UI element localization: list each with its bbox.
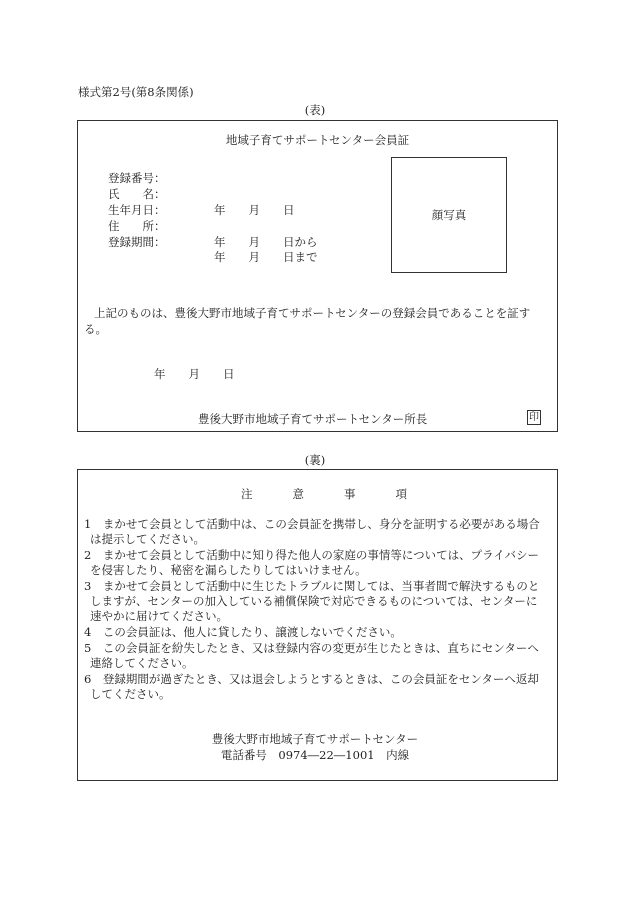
note-2-line1: 2 まかせて会員として活動中に知り得た他人の家庭の事情等については、プライバシー (84, 548, 540, 562)
field-value-period-start: 年 月 日から (214, 235, 318, 249)
issuer: 豊後大野市地域子育てサポートセンター所長 (198, 412, 428, 426)
note-5-line1: 5 この会員証を紛失したとき、又は登録内容の変更が生じたときは、直ちにセンターへ (84, 641, 539, 655)
field-label-period: 登録期間： (108, 235, 166, 249)
front-card (77, 120, 558, 432)
card-title: 地域子育てサポートセンター会員証 (225, 133, 410, 147)
notes-title-char: 事 (344, 487, 356, 501)
note-5-line2: 連絡してください。 (90, 656, 194, 670)
phone-number: 電話番号 0974―22―1001 内線 (220, 748, 410, 762)
notes-title (241, 486, 407, 502)
seal-mark: 印 (529, 412, 539, 423)
notes-title-char: 意 (292, 487, 304, 501)
note-2-line2: を侵害したり、秘密を漏らしたりしてはいけません。 (90, 563, 367, 577)
note-3-line3: 速やかに届けてください。 (90, 609, 228, 623)
certification-line1: 上記のものは、豊後大野市地域子育てサポートセンターの登録会員であることを証す (94, 306, 531, 320)
note-3-line2: しますが、センターの加入している補償保険で対応できるものについては、センターに (90, 594, 538, 608)
front-side-label: (表) (304, 103, 326, 117)
photo-label: 顔写真 (431, 208, 467, 222)
field-label-birthdate: 生年月日： (108, 203, 166, 217)
form-id: 様式第2号(第8条関係) (78, 85, 194, 99)
note-3-line1: 3 まかせて会員として活動中に生じたトラブルに関しては、当事者間で解決するものと (84, 579, 540, 593)
field-label-address: 住 所： (108, 219, 166, 233)
center-name: 豊後大野市地域子育てサポートセンター (211, 732, 419, 746)
back-side-label: (裏) (304, 453, 326, 467)
note-6-line1: 6 登録期間が過ぎたとき、又は退会しようとするときは、この会員証をセンターへ返却 (84, 672, 539, 686)
photo-box (391, 157, 507, 273)
note-1-line1: 1 まかせて会員として活動中は、この会員証を携帯し、身分を証明する必要がある場合 (84, 517, 540, 531)
field-value-birthdate: 年 月 日 (214, 203, 295, 217)
notes-title-char: 項 (395, 487, 407, 501)
note-4-line1: 4 この会員証は、他人に貸したり、譲渡しないでください。 (84, 625, 402, 639)
issue-date: 年 月 日 (154, 367, 235, 381)
note-6-line2: してください。 (90, 687, 171, 701)
field-value-period-end: 年 月 日まで (214, 250, 318, 264)
field-label-name: 氏 名： (108, 187, 166, 201)
certification-line2: る。 (84, 322, 107, 336)
notes-title-char: 注 (241, 487, 253, 501)
field-label-registration-number: 登録番号： (108, 171, 166, 185)
note-1-line2: は提示してください。 (90, 532, 205, 546)
